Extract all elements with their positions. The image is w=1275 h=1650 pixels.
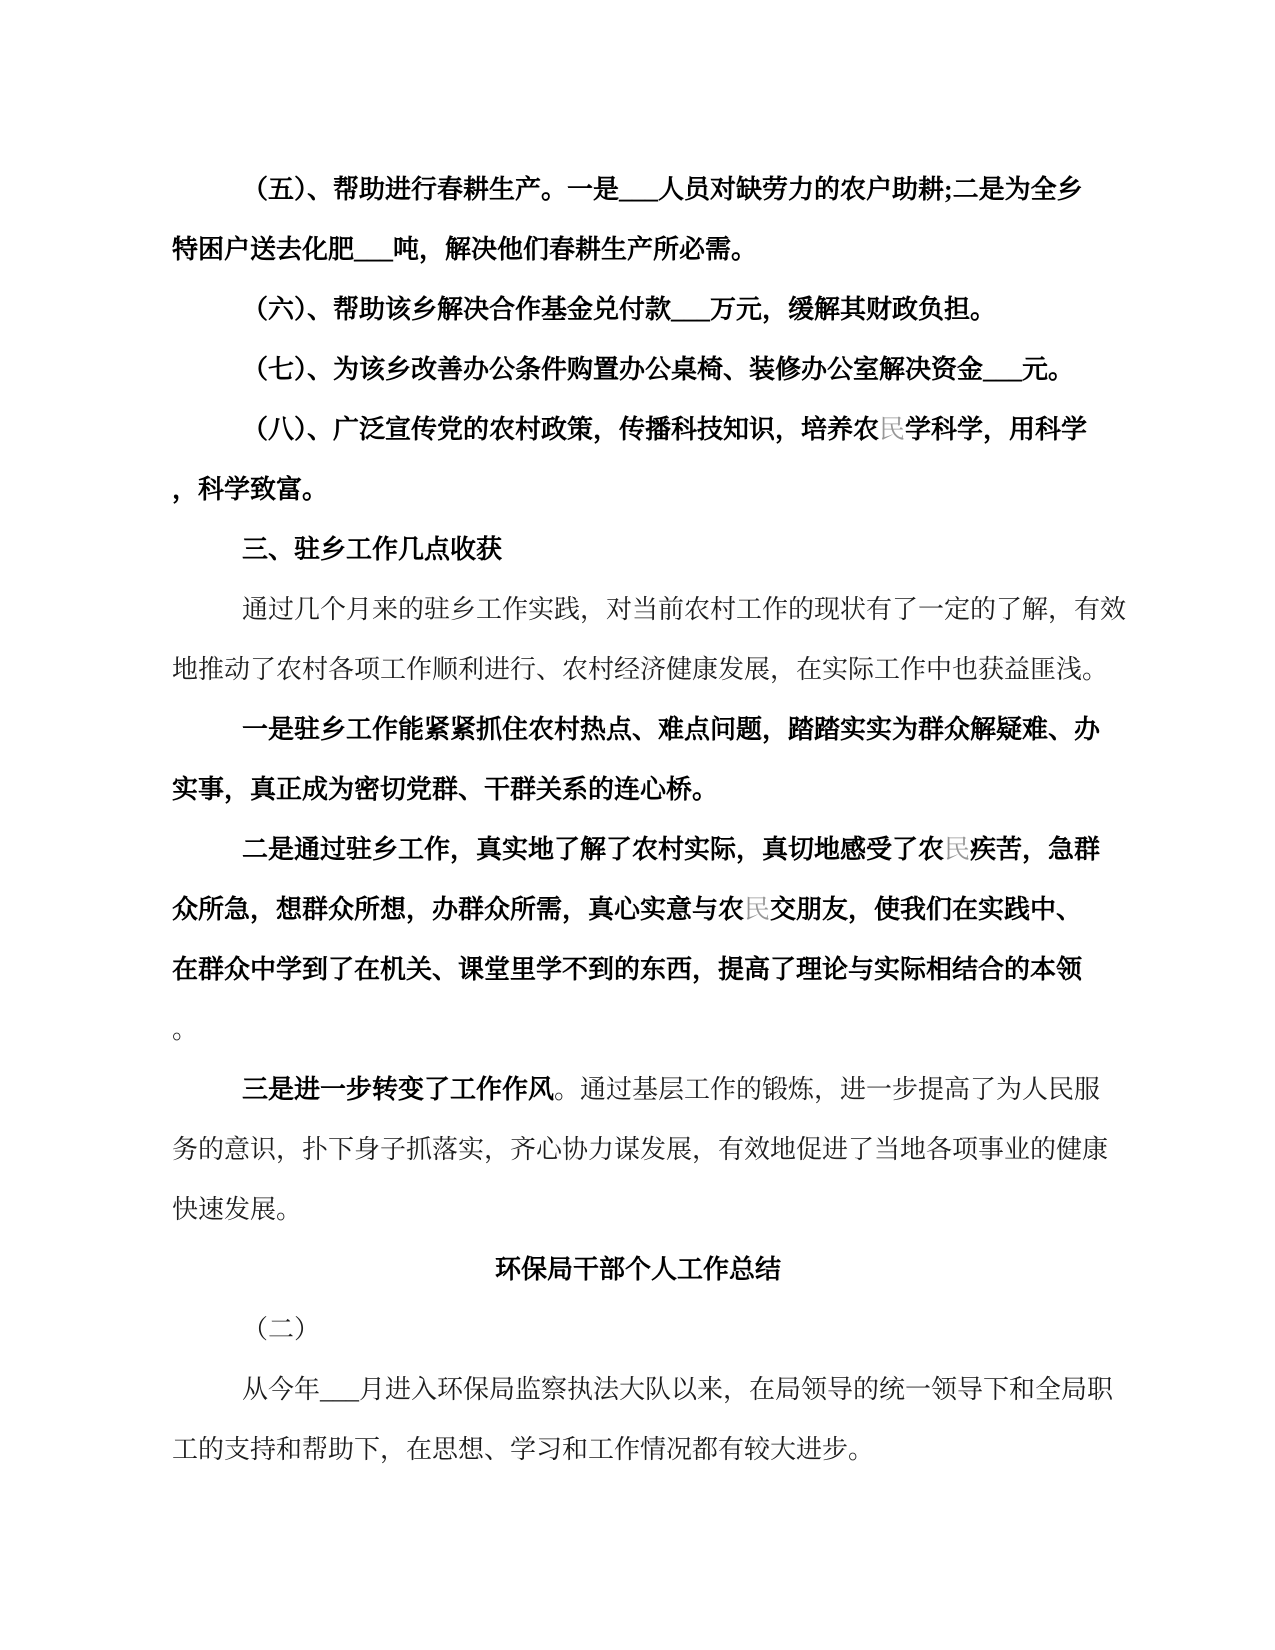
text-segment: 万元，缓解其财政负担。 [710,295,997,324]
paragraph-line [172,340,1104,400]
paragraph-line [172,220,1104,280]
blank-field: ___ [320,1375,360,1404]
muted-character: 民 [879,415,906,444]
text-segment: 众所急，想群众所想，办群众所需，真心实意与农 [172,895,745,924]
text-segment: 三、驻乡工作几点收获 [242,535,503,564]
text-segment: 元。 [1022,355,1075,384]
paragraph-line [172,400,1104,460]
text-segment-bold: 三是进一步转变了工作作风 [242,1075,555,1104]
text-segment: ，科学致富。 [172,475,329,504]
blank-field: ___ [354,235,394,264]
text-segment: （六）、帮助该乡解决合作基金兑付款 [242,295,672,324]
text-segment: 疾苦，急群 [970,835,1101,864]
text-segment: （二） [242,1315,321,1344]
muted-character: 民 [744,895,771,924]
text-segment: 工的支持和帮助下，在思想、学习和工作情况都有较大进步。 [172,1435,875,1464]
section-heading [172,520,1104,580]
text-segment: 在群众中学到了在机关、课堂里学不到的东西，提高了理论与实际相结合的本领 [172,955,1083,984]
paragraph-line [172,1420,1104,1480]
paragraph-line [172,1060,1104,1120]
text-segment: 吨，解决他们春耕生产所必需。 [393,235,758,264]
paragraph-line [172,1180,1104,1240]
text-segment: 地推动了农村各项工作顺利进行、农村经济健康发展，在实际工作中也获益匪浅。 [172,655,1109,684]
text-segment: 实事，真正成为密切党群、干群关系的连心桥。 [172,775,719,804]
paragraph-line [172,460,1104,520]
paragraph-line [172,700,1104,760]
text-segment: 务的意识，扑下身子抓落实，齐心协力谋发展，有效地促进了当地各项事业的健康 [172,1135,1109,1164]
blank-field: ___ [671,295,711,324]
paragraph-line [172,640,1109,700]
muted-character: 民 [944,835,971,864]
paragraph-line [172,940,1104,1000]
text-segment: 通过几个月来的驻乡工作实践，对当前农村工作的现状有了一定的了解，有效 [242,595,1127,624]
paragraph-line [172,580,1127,640]
text-segment: 一是驻乡工作能紧紧抓住农村热点、难点问题，踏踏实实为群众解疑难、办 [242,715,1101,744]
paragraph-line [172,1300,1104,1360]
text-segment: 交朋友，使我们在实践中、 [770,895,1083,924]
text-segment: 。 [172,1015,199,1044]
text-segment: 二是通过驻乡工作，真实地了解了农村实际，真切地感受了农 [242,835,945,864]
text-segment: （七）、为该乡改善办公条件购置办公桌椅、装修办公室解决资金 [242,355,984,384]
text-segment: 特困户送去化肥 [172,235,355,264]
paragraph-line [172,1000,1104,1060]
doc-subtitle [172,1240,1104,1300]
paragraph-line [172,1120,1109,1180]
paragraph-line [172,820,1104,880]
text-segment: 月进入环保局监察执法大队以来，在局领导的统一领导下和全局职 [359,1375,1114,1404]
text-segment: （八）、广泛宣传党的农村政策，传播科技知识，培养农 [242,415,880,444]
text-segment: 快速发展。 [172,1195,303,1224]
paragraph-line [172,280,1104,340]
paragraph-line [172,1360,1114,1420]
text-segment: （五）、帮助进行春耕生产。一是 [242,175,620,204]
paragraph-line [172,760,1104,820]
text-segment: 学科学，用科学 [905,415,1088,444]
text-segment: 。通过基层工作的锻炼，进一步提高了为人民服 [554,1075,1101,1104]
blank-field: ___ [983,355,1023,384]
paragraph-line [172,880,1104,940]
text-segment: 从今年 [242,1375,321,1404]
paragraph-line [172,160,1104,220]
text-segment: 人员对缺劳力的农户助耕;二是为全乡 [658,175,1083,204]
blank-field: ___ [619,175,659,204]
text-segment: 环保局干部个人工作总结 [494,1255,781,1284]
